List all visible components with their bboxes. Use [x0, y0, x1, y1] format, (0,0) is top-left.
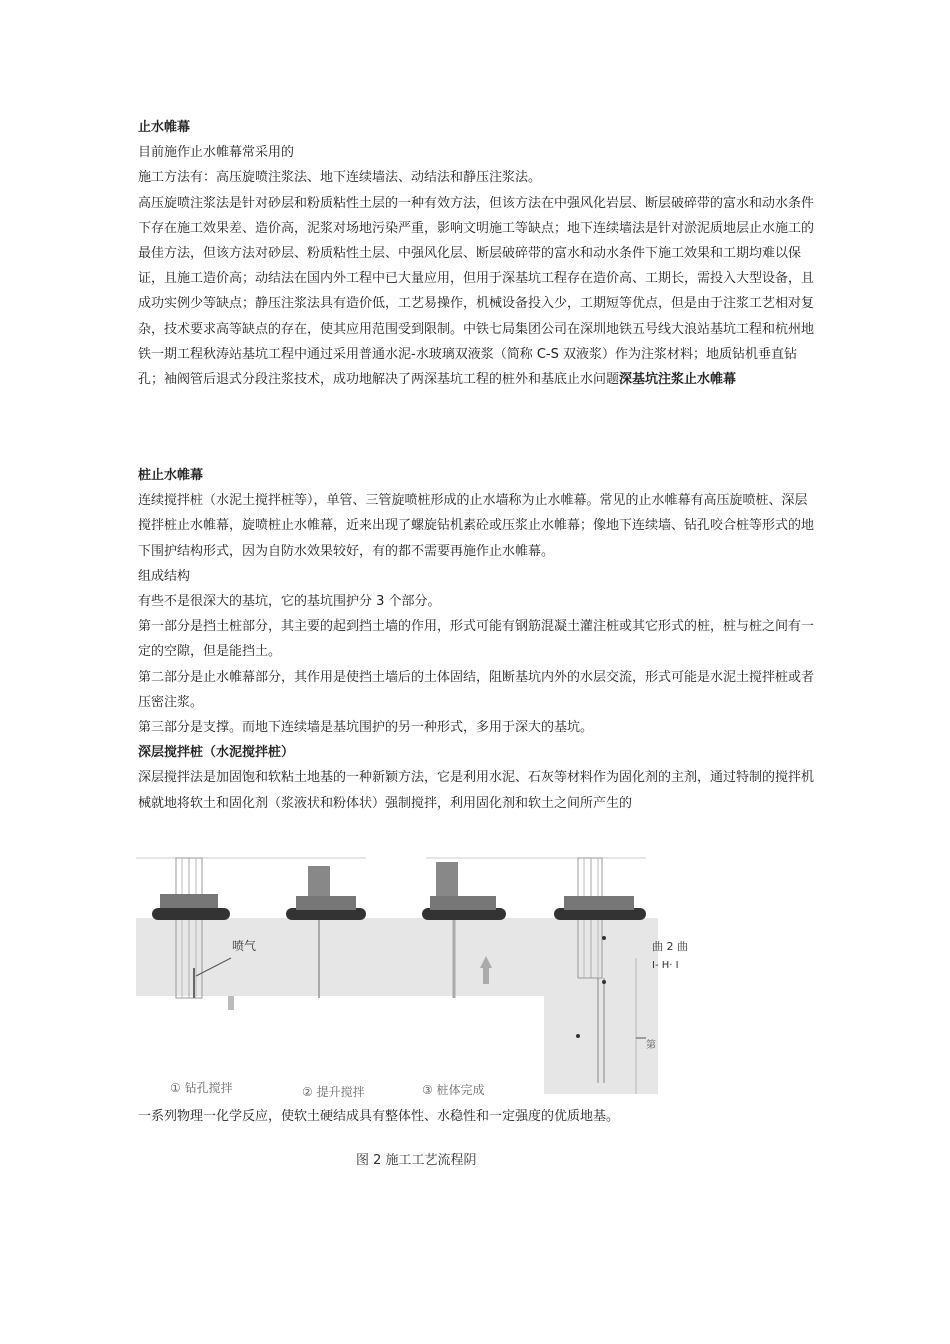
construction-process-figure — [136, 858, 688, 1099]
step-label: ① 钻孔搅拌 — [170, 1081, 233, 1095]
body-line: 组成结构 — [138, 568, 191, 584]
body-line: 有些不是很深大的基坑，它的基坑围护分 3 个部分。 — [138, 594, 441, 610]
body-paragraph — [138, 191, 818, 393]
paragraph-text: 高压旋喷注浆法是针对砂层和粉质粘性土层的一种有效方法，但该方法在中强风化岩层、断层破碎带的富水和动水条件下存在施工效果差、造价高，泥浆对场地污染严重，影响文明施工等缺点；地下连续墙法是针对淤泥质地层止水施工的最佳方法，但该方法对砂层、粉质粘性土层、中强风化层、断层破碎带的富水和动水条件下施工效果和工期均难以保证，且施工造价高；动结法在国内外工程中已大量应用，但用于深基坑工程存在造价高、工期长，需投入大型设备，且成功实例少等缺点；静压注浆法具有造价低，工艺易操作，机械设备投入少，工期短等优点，但是由于注浆工艺相对复杂，技术要求高等缺点的存在，使其应用范围受到限制。中铁七局集团公司在深圳地铁五号线大浪站基坑工程和杭州地铁一期工程秋涛站基坑工程中通过采用普通水泥-水玻璃双液浆（简称 C-S 双液浆）作为注浆材料；地质钻机垂直钻孔；袖阀管后退式分段注浆技术，成功地解决了两深基坑工程的桩外和基底止水问题 — [138, 195, 815, 388]
body-line: 第三部分是支撑。而地下连续墙是基坑围护的另一种形式，多用于深大的基坑。 — [138, 720, 594, 736]
section-heading: 止水帷幕 — [138, 120, 191, 135]
step-label: ② 提升搅拌 — [302, 1085, 365, 1099]
body-paragraph: 一系列物理一化学反应，使软土硬结成具有整体性、水稳性和一定强度的优质地基。 — [138, 1109, 620, 1124]
figure-caption: 图 2 施工工艺流程阴 — [356, 1153, 477, 1168]
label-right: I- H· I — [652, 960, 679, 971]
body-paragraph: 深层搅拌法是加固饱和软粘土地基的一种新颖方法，它是利用水泥、石灰等材料作为固化剂的主剂，通过特制的搅拌机械就地将软土和固化剂（浆液状和粉体状）强制搅拌，利用固化剂和软土之间所产生的 — [138, 770, 815, 811]
step-label: ③ 桩体完成 — [422, 1083, 485, 1097]
ground-band — [544, 918, 658, 1094]
section-pile-curtain — [138, 463, 818, 816]
bold-tail: 深基坑注浆止水帷幕 — [619, 372, 737, 388]
section-heading: 桩止水帷幕 — [138, 468, 204, 483]
section-heading: 深层搅拌桩（水泥搅拌桩） — [138, 745, 295, 761]
intro-line: 施工方法有：高压旋喷注浆法、地下连续墙法、动结法和静压注浆法。 — [138, 170, 542, 186]
section-water-curtain — [138, 115, 818, 392]
body-paragraph: 第二部分是止水帷幕部分，其作用是使挡土墙后的土体固结，阻断基坑内外的水层交流，形式可能是水泥土搅拌桩或者压密注浆。 — [138, 669, 815, 710]
intro-line: 目前施作止水帷幕常采用的 — [138, 145, 295, 161]
label-gas: 喷气 — [232, 939, 257, 953]
label-right: 曲 2 曲 — [652, 940, 688, 953]
label-right: 第 — [646, 1040, 656, 1051]
body-paragraph: 第一部分是挡土桩部分，其主要的起到挡土墙的作用，形式可能有钢筋混凝土灌注桩或其它形式的桩，桩与桩之间有一定的空隙，但是能挡土。 — [138, 619, 815, 660]
body-paragraph: 连续搅拌桩（水泥土搅拌桩等），单管、三管旋喷桩形成的止水墙称为止水帷幕。常见的止水帷幕有高压旋喷桩、深层搅拌桩止水帷幕，旋喷桩止水帷幕，近来出现了螺旋钻机素砼或压浆止水帷幕；像地下连续墙、钻孔咬合桩等形式的地下围护结构形式，因为自防水效果较好，有的都不需要再施作止水帷幕。 — [138, 493, 815, 559]
